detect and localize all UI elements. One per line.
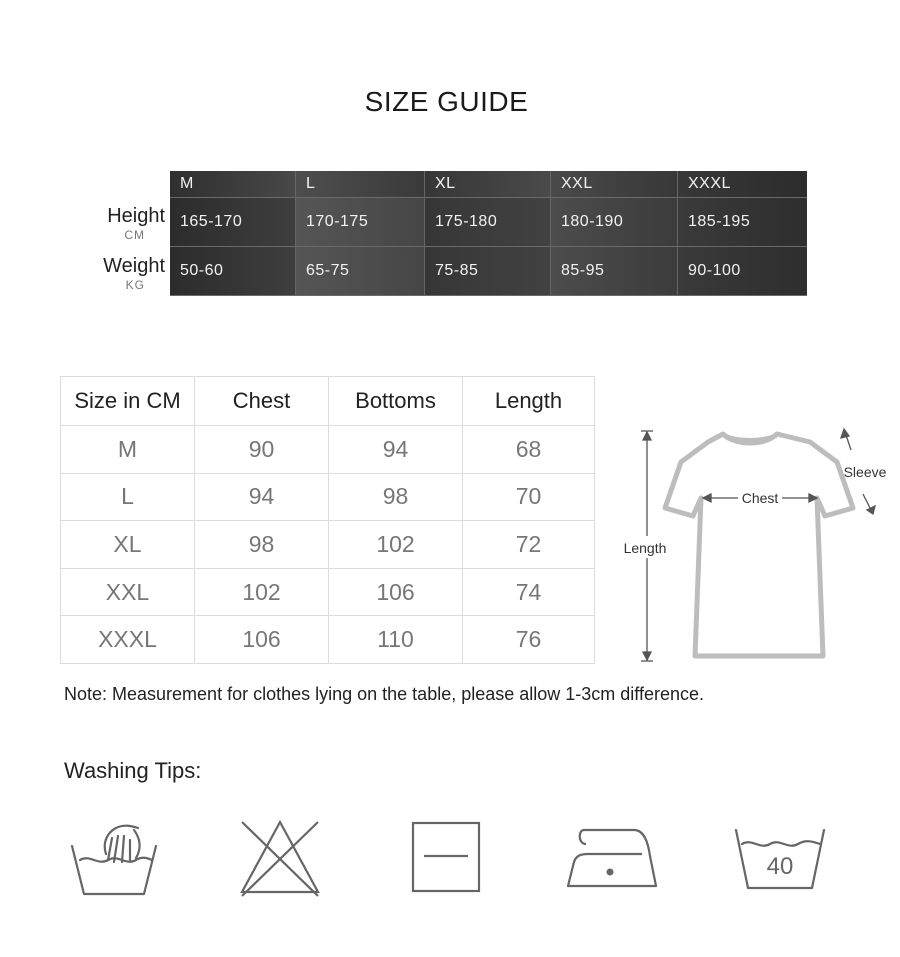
table-cell: 98	[329, 473, 463, 521]
table-cell: 72	[463, 521, 595, 569]
weight-unit: KG	[125, 278, 145, 292]
table-cell: 76	[463, 616, 595, 664]
column-header: Chest	[195, 377, 329, 426]
size-header-cell: XXXL	[678, 171, 807, 198]
weight-row	[170, 247, 807, 296]
height-cell: 170-175	[296, 198, 425, 247]
weight-cell: 90-100	[678, 247, 807, 296]
table-row	[61, 568, 595, 616]
measurement-note: Note: Measurement for clothes lying on the table, please allow 1-3cm difference.	[64, 684, 705, 704]
wash-40-icon	[734, 826, 826, 892]
table-cell: M	[61, 426, 195, 474]
height-cell: 165-170	[170, 198, 296, 247]
weight-cell: 65-75	[296, 247, 425, 296]
sleeve-label: Sleeve	[843, 464, 887, 480]
column-header: Size in CM	[61, 377, 195, 426]
table-row	[61, 473, 595, 521]
do-not-bleach-icon	[238, 818, 322, 898]
measurement-header-row	[61, 377, 595, 426]
table-cell: 110	[329, 616, 463, 664]
length-label: Length	[623, 540, 667, 556]
iron-dot	[607, 869, 614, 876]
table-cell: 106	[195, 616, 329, 664]
tshirt-outline-icon	[665, 434, 853, 656]
table-cell: 68	[463, 426, 595, 474]
measurement-table	[60, 376, 595, 664]
height-cell: 180-190	[551, 198, 678, 247]
column-header: Length	[463, 377, 595, 426]
size-header-cell: M	[170, 171, 296, 198]
table-row	[61, 426, 595, 474]
table-cell: XL	[61, 521, 195, 569]
dry-flat-icon	[410, 820, 482, 894]
table-cell: 94	[329, 426, 463, 474]
weight-cell: 75-85	[425, 247, 551, 296]
height-label-group	[15, 205, 165, 242]
table-cell: 94	[195, 473, 329, 521]
column-header: Bottoms	[329, 377, 463, 426]
chest-label: Chest	[741, 490, 779, 506]
height-row	[170, 198, 807, 247]
height-cell: 175-180	[425, 198, 551, 247]
wash-temperature: 40	[766, 853, 794, 880]
size-header-cell: XL	[425, 171, 551, 198]
weight-cell: 50-60	[170, 247, 296, 296]
body-size-table	[170, 171, 807, 296]
table-cell: XXXL	[61, 616, 195, 664]
washing-tips-title: Washing Tips:	[64, 758, 202, 783]
table-cell: 102	[195, 568, 329, 616]
size-header-cell: L	[296, 171, 425, 198]
size-header-cell: XXL	[551, 171, 678, 198]
weight-label: Weight	[103, 255, 165, 277]
table-cell: 70	[463, 473, 595, 521]
table-cell: XXL	[61, 568, 195, 616]
weight-label-group	[15, 255, 165, 292]
tshirt-diagram	[605, 420, 895, 670]
table-cell: L	[61, 473, 195, 521]
table-cell: 98	[195, 521, 329, 569]
size-header-row	[170, 171, 807, 198]
iron-low-icon	[564, 822, 660, 892]
table-cell: 102	[329, 521, 463, 569]
weight-cell: 85-95	[551, 247, 678, 296]
table-row	[61, 521, 595, 569]
height-unit: CM	[124, 228, 145, 242]
height-label: Height	[107, 205, 165, 227]
table-cell: 106	[329, 568, 463, 616]
table-cell: 74	[463, 568, 595, 616]
page-title: SIZE GUIDE	[364, 86, 529, 117]
table-row	[61, 616, 595, 664]
height-cell: 185-195	[678, 198, 807, 247]
hand-wash-icon	[68, 818, 160, 898]
table-cell: 90	[195, 426, 329, 474]
